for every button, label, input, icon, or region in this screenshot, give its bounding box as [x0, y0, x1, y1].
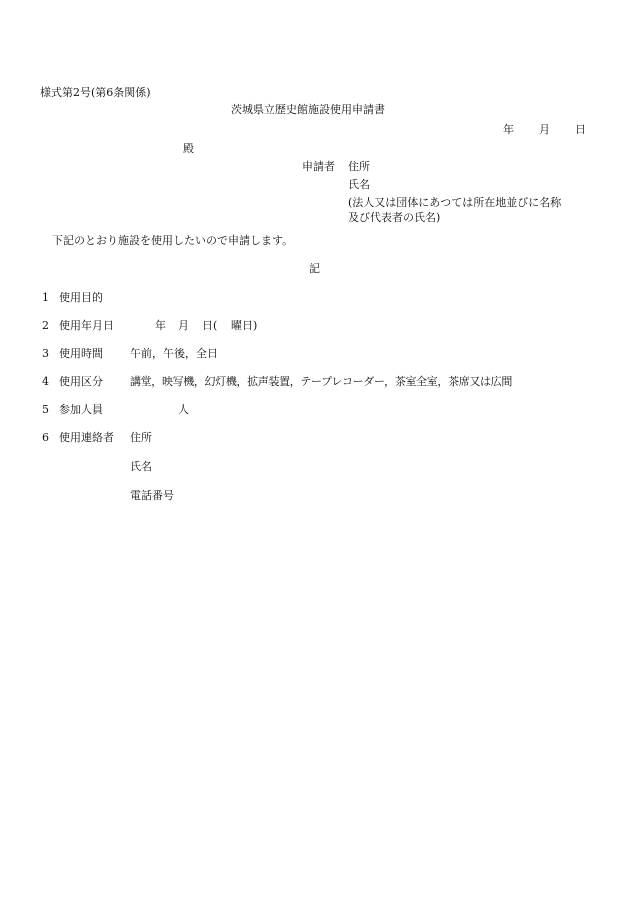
applicant-address-label: 住所 [348, 160, 370, 173]
item-number: 5 [42, 403, 49, 416]
item-label: 使用目的 [59, 291, 103, 304]
item-label: 使用時間 [59, 347, 103, 360]
usage-weekday-label: 曜日) [231, 319, 258, 332]
usage-day-label: 日( [202, 319, 218, 332]
item-number: 4 [42, 375, 49, 388]
contact-phone-label: 電話番号 [130, 489, 174, 502]
form-number: 様式第2号(第6条関係) [40, 86, 151, 99]
applicant-label: 申請者 [302, 160, 335, 173]
date-year-label: 年 [503, 123, 514, 136]
item-label: 使用連絡者 [59, 431, 114, 444]
intro-text: 下記のとおり施設を使用したいので申請します。 [52, 234, 294, 247]
item-number: 3 [42, 347, 49, 360]
applicant-note-line2: 及び代表者の氏名) [348, 211, 441, 224]
document-title: 茨城県立歴史館施設使用申請書 [231, 103, 385, 116]
item-number: 1 [42, 291, 49, 304]
attendees-unit: 人 [178, 403, 189, 416]
date-day-label: 日 [575, 123, 586, 136]
contact-address-label: 住所 [130, 431, 152, 444]
item-number: 6 [42, 431, 49, 444]
applicant-name-label: 氏名 [348, 178, 370, 191]
ki-heading: 記 [309, 262, 320, 275]
usage-category-options: 講堂，映写機，幻灯機，拡声装置，テープレコーダー，茶室全室，茶席又は広間 [130, 375, 512, 388]
item-label: 使用区分 [59, 375, 103, 388]
item-label: 参加人員 [59, 403, 103, 416]
applicant-note-line1: (法人又は団体にあつては所在地並びに名称 [348, 196, 562, 209]
addressee-suffix: 殿 [183, 142, 194, 155]
usage-time-options: 午前，午後，全日 [130, 347, 218, 360]
usage-year-label: 年 [155, 319, 166, 332]
item-number: 2 [42, 319, 49, 332]
contact-name-label: 氏名 [130, 460, 152, 473]
item-label: 使用年月日 [59, 319, 114, 332]
date-month-label: 月 [539, 123, 550, 136]
usage-month-label: 月 [178, 319, 189, 332]
